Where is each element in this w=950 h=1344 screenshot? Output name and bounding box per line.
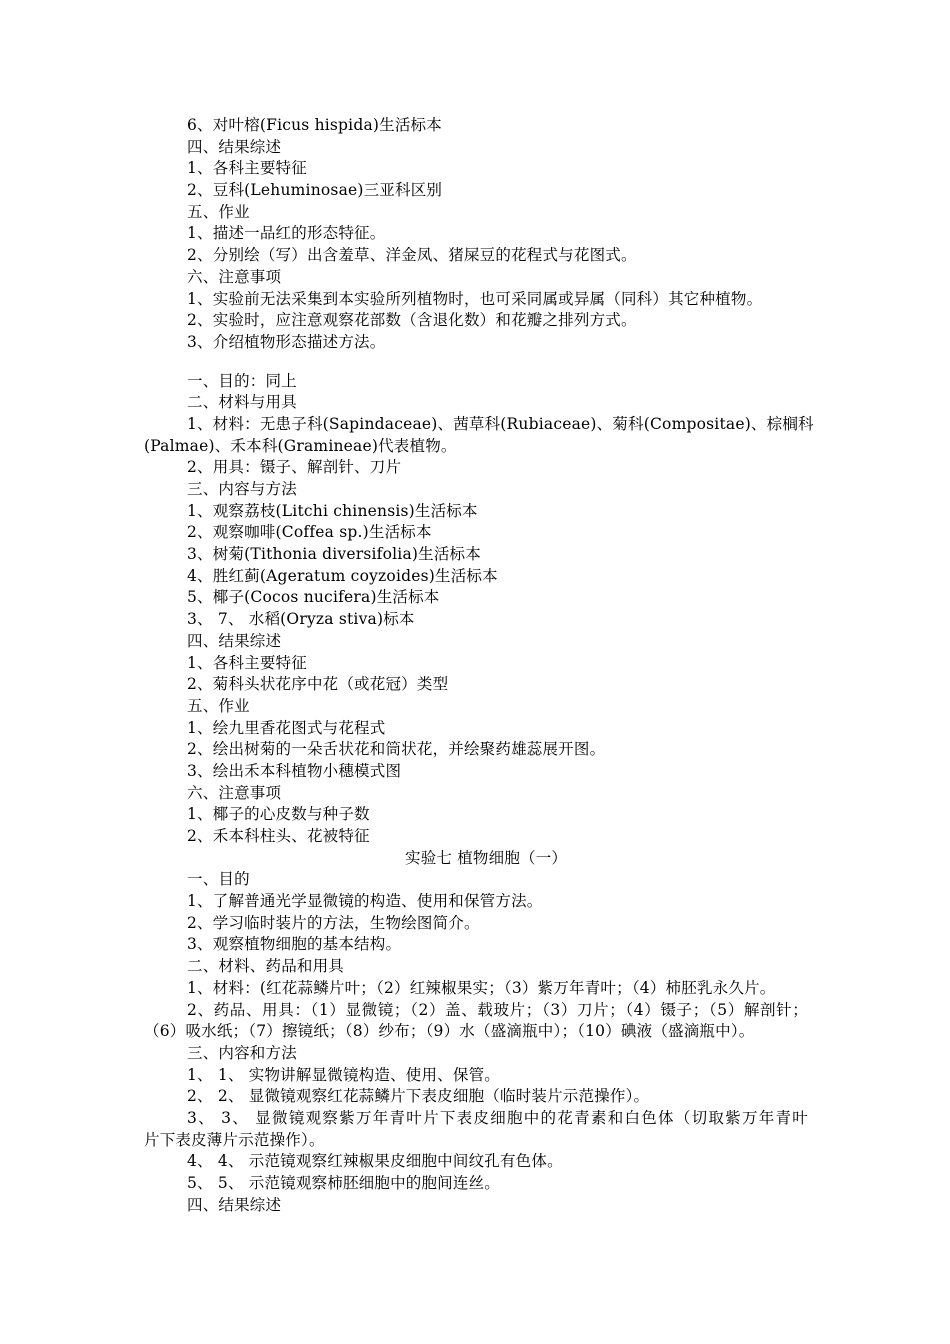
text-line: 1、了解普通光学显微镜的构造、使用和保管方法。 [187,892,543,911]
text-line: 2、实验时，应注意观察花部数（含退化数）和花瓣之排列方式。 [187,311,637,330]
section-heading: 五、作业 [187,696,250,715]
text-line: 2、绘出树菊的一朵舌状花和筒状花，并绘聚药雄蕊展开图。 [187,740,606,759]
text-line: 5、 5、 示范镜观察柿胚细胞中的胞间连丝。 [187,1174,500,1192]
text-line: 3、观察植物细胞的基本结构。 [187,935,402,954]
text-line-continued: (Palmae)、禾本科(Gramineae)代表植物。 [144,436,457,455]
text-line: 3、介绍植物形态描述方法。 [187,332,386,351]
section-heading: 二、材料、药品和用具 [187,957,345,976]
text-line: 2、 2、 显微镜观察红花蒜鳞片下表皮细胞（临时装片示范操作）。 [187,1087,650,1106]
text-line: 4、胜红蓟(Ageratum coyzoides)生活标本 [187,566,498,585]
text-line: 2、豆科(Lehuminosae)三亚科区别 [187,181,443,200]
text-line-continued: （6）吸水纸；（7）擦镜纸；（8）纱布；（9）水（盛滴瓶中）；（10）碘液（盛滴瓶中）。 [144,1022,755,1041]
section-heading: 六、注意事项 [187,783,282,802]
text-line: 2、药品、用具：（1）显微镜；（2）盖、载玻片；（3）刀片；（4）镊子；（5）解剖针； [187,1000,808,1019]
section-heading: 三、内容和方法 [187,1043,297,1062]
text-line: 1、描述一品红的形态特征。 [187,224,386,243]
paragraph-gap [0,354,950,371]
text-line: 2、分别绘（写）出含羞草、洋金凤、猪屎豆的花程式与花图式。 [187,246,637,265]
text-line: 2、禾本科柱头、花被特征 [187,827,370,845]
section-heading: 四、结果综述 [187,631,282,650]
text-line: 3、 3、 显微镜观察紫万年青叶片下表皮细胞中的花青素和白色体（切取紫万年青叶 [187,1108,808,1127]
text-line: 1、椰子的心皮数与种子数 [187,805,370,824]
text-line: 3、 7、 水稻(Oryza stiva)标本 [187,610,415,629]
text-line: 2、观察咖啡(Coffea sp.)生活标本 [187,523,432,542]
text-line: 1、各科主要特征 [187,159,307,178]
text-line: 1、绘九里香花图式与花程式 [187,718,386,737]
experiment-title: 实验七 植物细胞（一） [405,848,568,867]
section-heading: 六、注意事项 [187,267,282,286]
section-heading: 五、作业 [187,202,250,221]
section-heading: 四、结果综述 [187,1195,282,1214]
section-heading: 二、材料与用具 [187,393,297,412]
section-heading: 一、目的：同上 [187,371,297,390]
text-line: 6、对叶榕(Ficus hispida)生活标本 [187,116,442,134]
text-line: 4、 4、 示范镜观察红辣椒果皮细胞中间纹孔有色体。 [187,1152,563,1171]
text-line: 2、学习临时装片的方法，生物绘图简介。 [187,913,480,932]
text-line: 1、观察荔枝(Litchi chinensis)生活标本 [187,501,478,520]
text-line-continued: 片下表皮薄片示范操作）。 [144,1130,325,1149]
section-heading: 四、结果综述 [187,137,282,156]
text-line: 1、各科主要特征 [187,653,307,672]
text-line: 1、材料：(红花蒜鳞片叶；（2）红辣椒果实；（3）紫万年青叶；（4）柿胚乳永久片。 [187,978,776,997]
text-line: 2、菊科头状花序中花（或花冠）类型 [187,675,449,694]
section-heading: 一、目的 [187,870,250,889]
text-line: 1、 1、 实物讲解显微镜构造、使用、保管。 [187,1065,500,1084]
text-line: 2、用具：镊子、解剖针、刀片 [187,458,402,477]
text-line: 3、绘出禾本科植物小穗模式图 [187,761,402,780]
section-heading: 三、内容与方法 [187,480,297,498]
text-line: 3、树菊(Tithonia diversifolia)生活标本 [187,545,481,564]
text-line: 1、材料：无患子科(Sapindaceae)、茜草科(Rubiaceae)、菊科(Compositae)、棕榈科 [187,414,814,433]
document-page [0,115,950,1216]
text-line: 5、椰子(Cocos nucifera)生活标本 [187,588,440,607]
text-line: 1、实验前无法采集到本实验所列植物时，也可采同属或异属（同科）其它种植物。 [187,289,763,308]
